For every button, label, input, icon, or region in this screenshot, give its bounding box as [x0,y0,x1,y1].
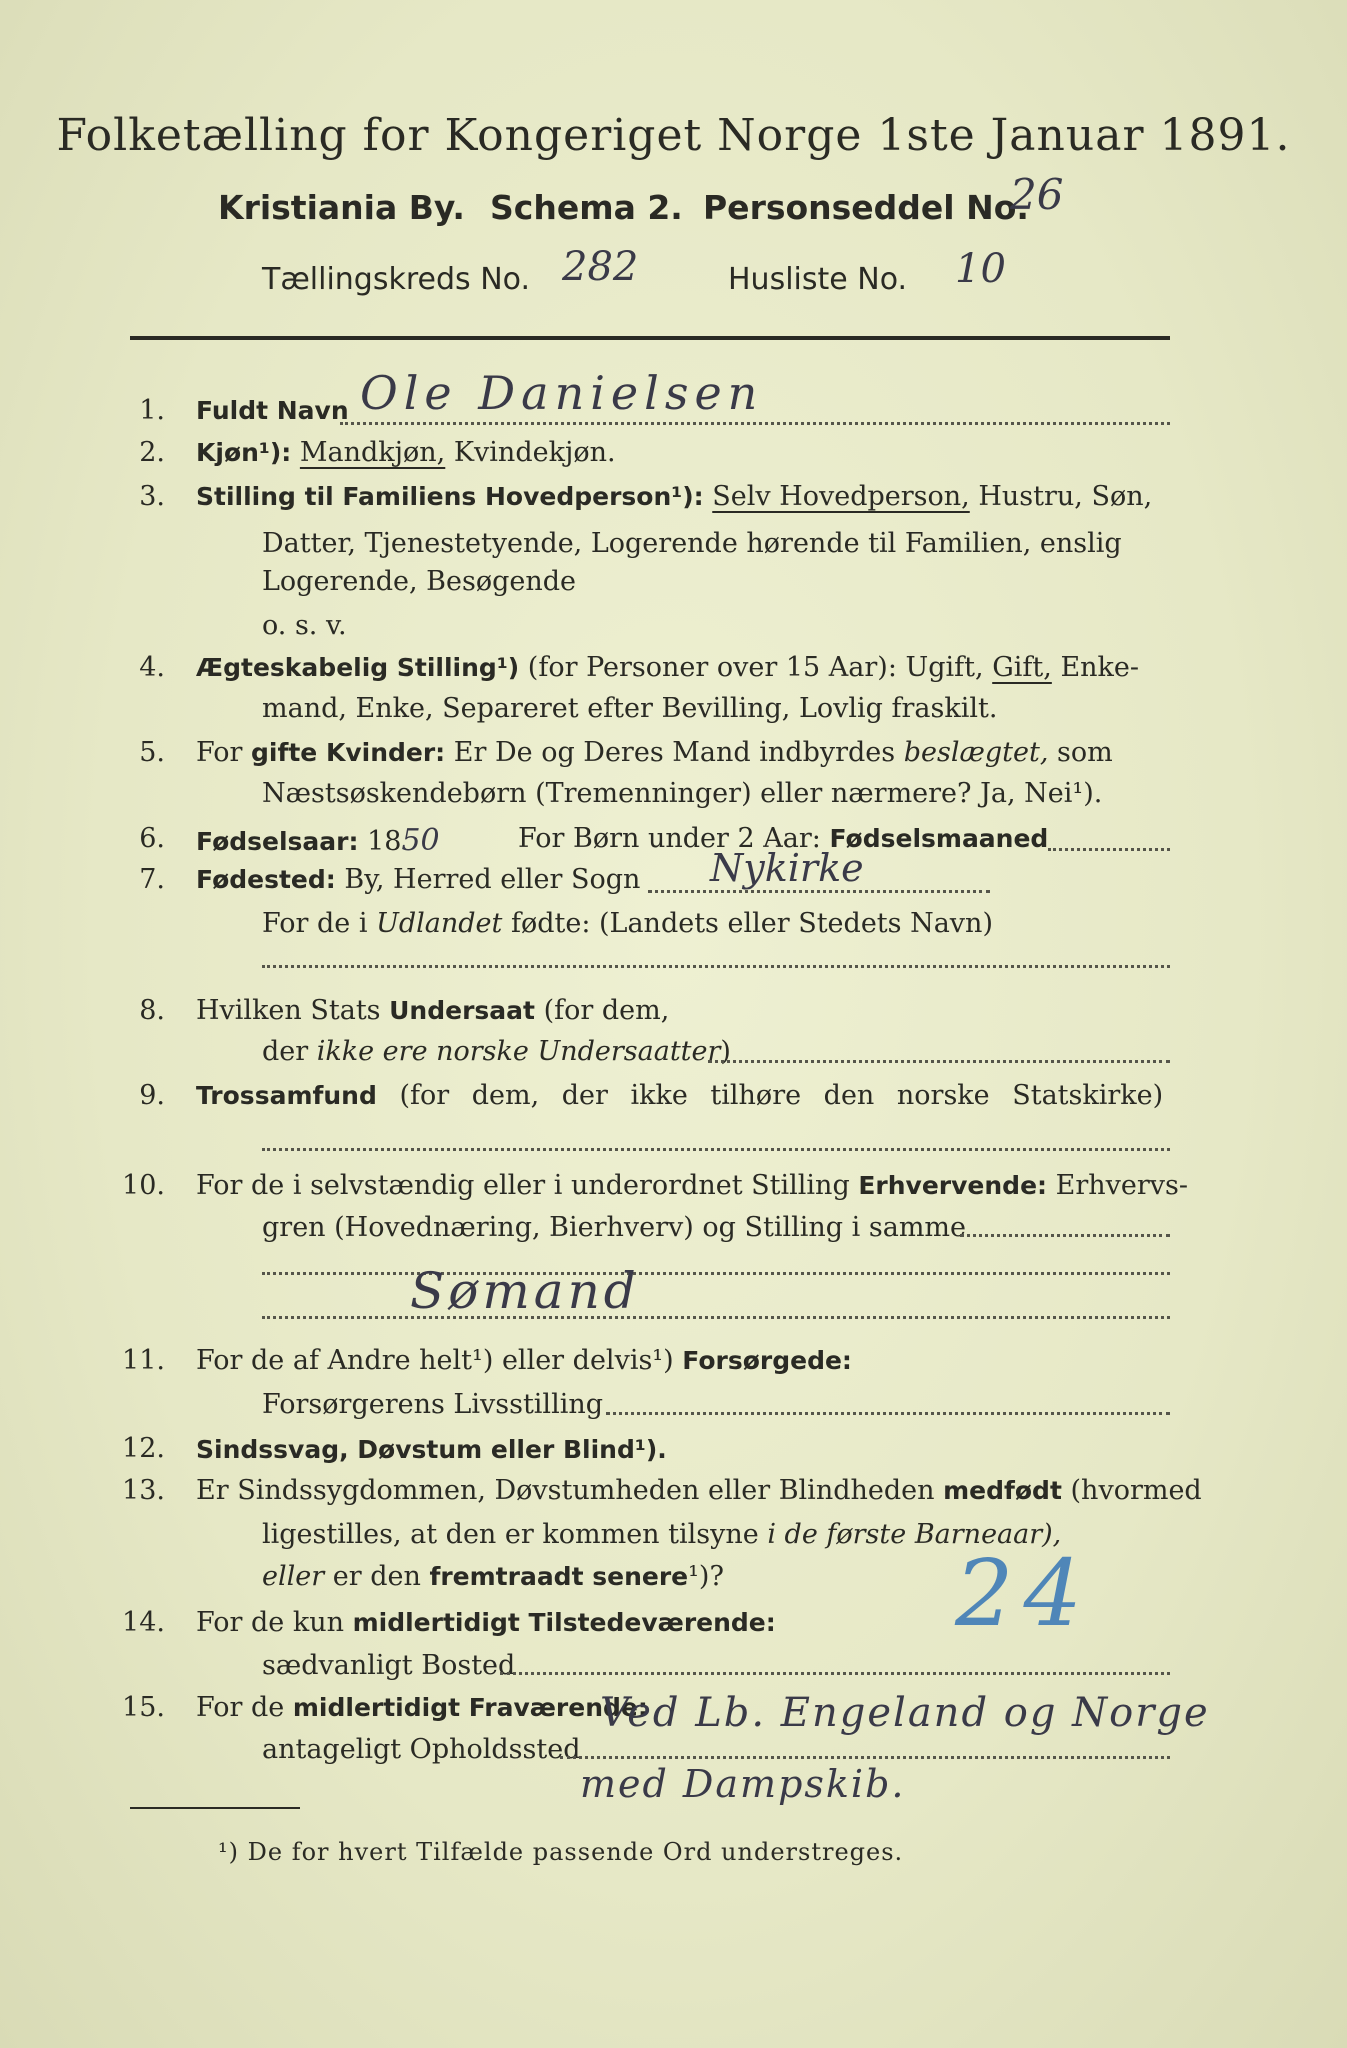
q5-text: For [196,737,243,768]
q13-text: Er Sindssygdommen, Døvstumheden eller Blindheden [196,1475,935,1506]
q6-year-value: 50 [401,823,440,858]
q3-line1 [196,481,1152,512]
q8-text2: (for dem, [543,995,670,1026]
q11-text: For de af Andre helt¹) eller delvis¹) [196,1345,674,1376]
q10-text2: Erhvervs- [1055,1170,1189,1201]
q5-label: gifte Kvinder: [251,738,446,767]
q15-number: 15. [122,1692,165,1723]
q14-line2: sædvanligt Bosted [262,1650,516,1681]
q5-italic: beslægtet, [903,737,1049,768]
q13-label: medfødt [943,1476,1062,1505]
q13-line2-a: ligestilles, at den er kommen tilsyne [262,1519,759,1550]
q4-text-end: Enke- [1060,652,1139,683]
q7-fill-line [648,890,990,893]
q5-line1 [196,737,1113,768]
q8-label: Undersaat [389,996,535,1025]
q8-number: 8. [139,995,165,1026]
form-title: Folketælling for Kongeriget Norge 1ste Januar 1891. [56,110,1291,161]
q11-fill-line [606,1412,1170,1415]
q4-option-selected: Gift, [992,652,1052,683]
q15-line1 [196,1692,648,1723]
q14-line1 [196,1607,776,1638]
q12-number: 12. [122,1433,165,1464]
q14-number: 14. [122,1607,165,1638]
q4-number: 4. [139,652,165,683]
q5-text2: Er De og Deres Mand indbyrdes [453,737,896,768]
q10-text: For de i selvstændig eller i underordnet Stilling [196,1170,850,1201]
q3-line3: Logerende, Besøgende [262,566,576,597]
q12-label: Sindssvag, Døvstum eller Blind¹). [196,1435,667,1464]
q10-fill-line-3 [262,1316,1170,1319]
city-label: Kristiania By. [218,188,465,227]
husliste-label: Husliste No. [728,262,908,297]
q8-line2: der ikke ere norske Undersaatter) [262,1036,731,1067]
q3-label: Stilling til Familiens Hovedperson¹): [196,482,704,511]
q4-text: (for Personer over 15 Aar): Ugift, [527,652,984,683]
q9-text: (for dem, der ikke tilhøre den norske Statskirke) [399,1080,1164,1111]
q3-line4: o. s. v. [262,610,347,641]
q14-label: midlertidigt Tilstedeværende: [352,1608,776,1637]
q13-line3-italic: eller [262,1561,325,1592]
q11-label: Forsørgede: [682,1346,852,1375]
schema-label: Schema 2. [490,188,683,227]
q14-fill-line [500,1672,1170,1675]
q2-line [196,437,616,468]
q1-name-value: Ole Danielsen [360,366,764,420]
q10-fill-line [960,1234,1170,1237]
q3-options-rest: Hustru, Søn, [978,481,1153,512]
q7-line2-b: fødte: (Landets eller Stedets Navn) [510,908,993,939]
q5-number: 5. [139,737,165,768]
q6-fill-line [1048,848,1170,851]
husliste-number: 10 [955,246,1006,292]
q10-label: Erhvervende: [858,1171,1048,1200]
header-rule [130,336,1170,340]
q13-text2: (hvormed [1070,1475,1202,1506]
q15-value-line1: Ved Lb. Engeland og Norge [600,1690,1210,1736]
q7-line2-a: For de i [262,908,368,939]
q14-text: For de kun [196,1607,344,1638]
q13-line2 [262,1519,1061,1550]
footnote: ¹) De for hvert Tilfælde passende Ord understreges. [218,1838,904,1866]
q2-number: 2. [139,437,165,468]
q6-label: Fødselsaar: [196,827,359,856]
q13-line3 [262,1561,724,1592]
q1-label: Fuldt Navn [196,396,349,425]
q7-line2 [262,908,993,939]
q10-occupation-value: Sømand [410,1262,640,1320]
q15-text: For de [196,1692,285,1723]
q5-text3: som [1057,737,1113,768]
q13-line3-bold: fremtraadt senere [429,1562,689,1591]
q9-fill-line [262,1148,1170,1151]
q6-prefix: 18 [367,826,402,857]
q15-label: midlertidigt Fraværende: [292,1693,648,1722]
q8-fill-line [708,1060,1170,1063]
q7-fill-line-2 [262,965,1170,968]
q8-line1 [196,995,669,1026]
q9-label: Trossamfund [196,1081,377,1110]
q13-line3-a: er den [332,1561,421,1592]
q7-label: Fødested: [196,865,336,894]
q7-line [196,864,640,895]
q2-option-mandkjon: Mandkjøn, [299,437,446,468]
q8-text: Hvilken Stats [196,995,381,1026]
q10-line1 [196,1170,1188,1201]
q13-blue-mark: 24 [955,1540,1093,1647]
q15-value-line2: med Dampskib. [580,1762,906,1806]
q1-fill-line [340,422,1170,425]
q1-number: 1. [139,395,165,426]
q4-label: Ægteskabelig Stilling¹) [196,653,520,682]
q11-line2: Forsørgerens Livsstilling [262,1389,604,1420]
q6-label2: Fødselsmaaned [829,824,1049,853]
q9-line [196,1080,1163,1111]
q15-fill-line [560,1756,1170,1759]
q3-option-selected: Selv Hovedperson, [712,481,970,512]
q10-fill-line-2 [262,1272,1170,1275]
q4-line1 [196,652,1139,683]
personseddel-label: Personseddel No. [703,188,1029,227]
q7-number: 7. [139,864,165,895]
q10-number: 10. [122,1170,165,1201]
q2-option-kvindekjon: Kvindekjøn. [453,437,616,468]
q6-text: For Børn under 2 Aar: [518,823,821,854]
personseddel-number: 26 [1010,170,1064,219]
q7-birthplace-value: Nykirke [710,846,864,890]
q4-line2: mand, Enke, Separeret efter Bevilling, Lovlig fraskilt. [262,693,998,724]
q13-line1 [196,1475,1202,1506]
q15-line2: antageligt Opholdssted [262,1734,581,1765]
q13-line2-italic: i de første Barneaar), [767,1519,1062,1550]
q11-line1 [196,1345,852,1376]
q7-line2-italic: Udlandet [376,908,503,939]
q13-number: 13. [122,1475,165,1506]
q6-line [196,823,440,858]
taellingskreds-label: Tællingskreds No. [262,262,530,297]
q5-line2: Næstsøskendebørn (Tremenninger) eller nærmere? Ja, Nei¹). [262,778,1103,809]
q8-line2-a: der [262,1036,309,1067]
q10-line2: gren (Hovednæring, Bierhverv) og Stilling i samme [262,1212,967,1243]
q8-line2-italic: ikke ere norske Undersaatter [316,1036,721,1067]
taellingskreds-number: 282 [562,244,639,290]
q2-label: Kjøn¹): [196,438,292,467]
q9-number: 9. [139,1080,165,1111]
footnote-rule [130,1807,300,1809]
q3-number: 3. [139,481,165,512]
q11-number: 11. [122,1345,165,1376]
q6-number: 6. [139,823,165,854]
q3-line2: Datter, Tjenestetyende, Logerende hørende til Familien, enslig [262,528,1122,559]
q13-line3-b: ¹)? [688,1561,724,1592]
q7-text: By, Herred eller Sogn [344,864,641,895]
